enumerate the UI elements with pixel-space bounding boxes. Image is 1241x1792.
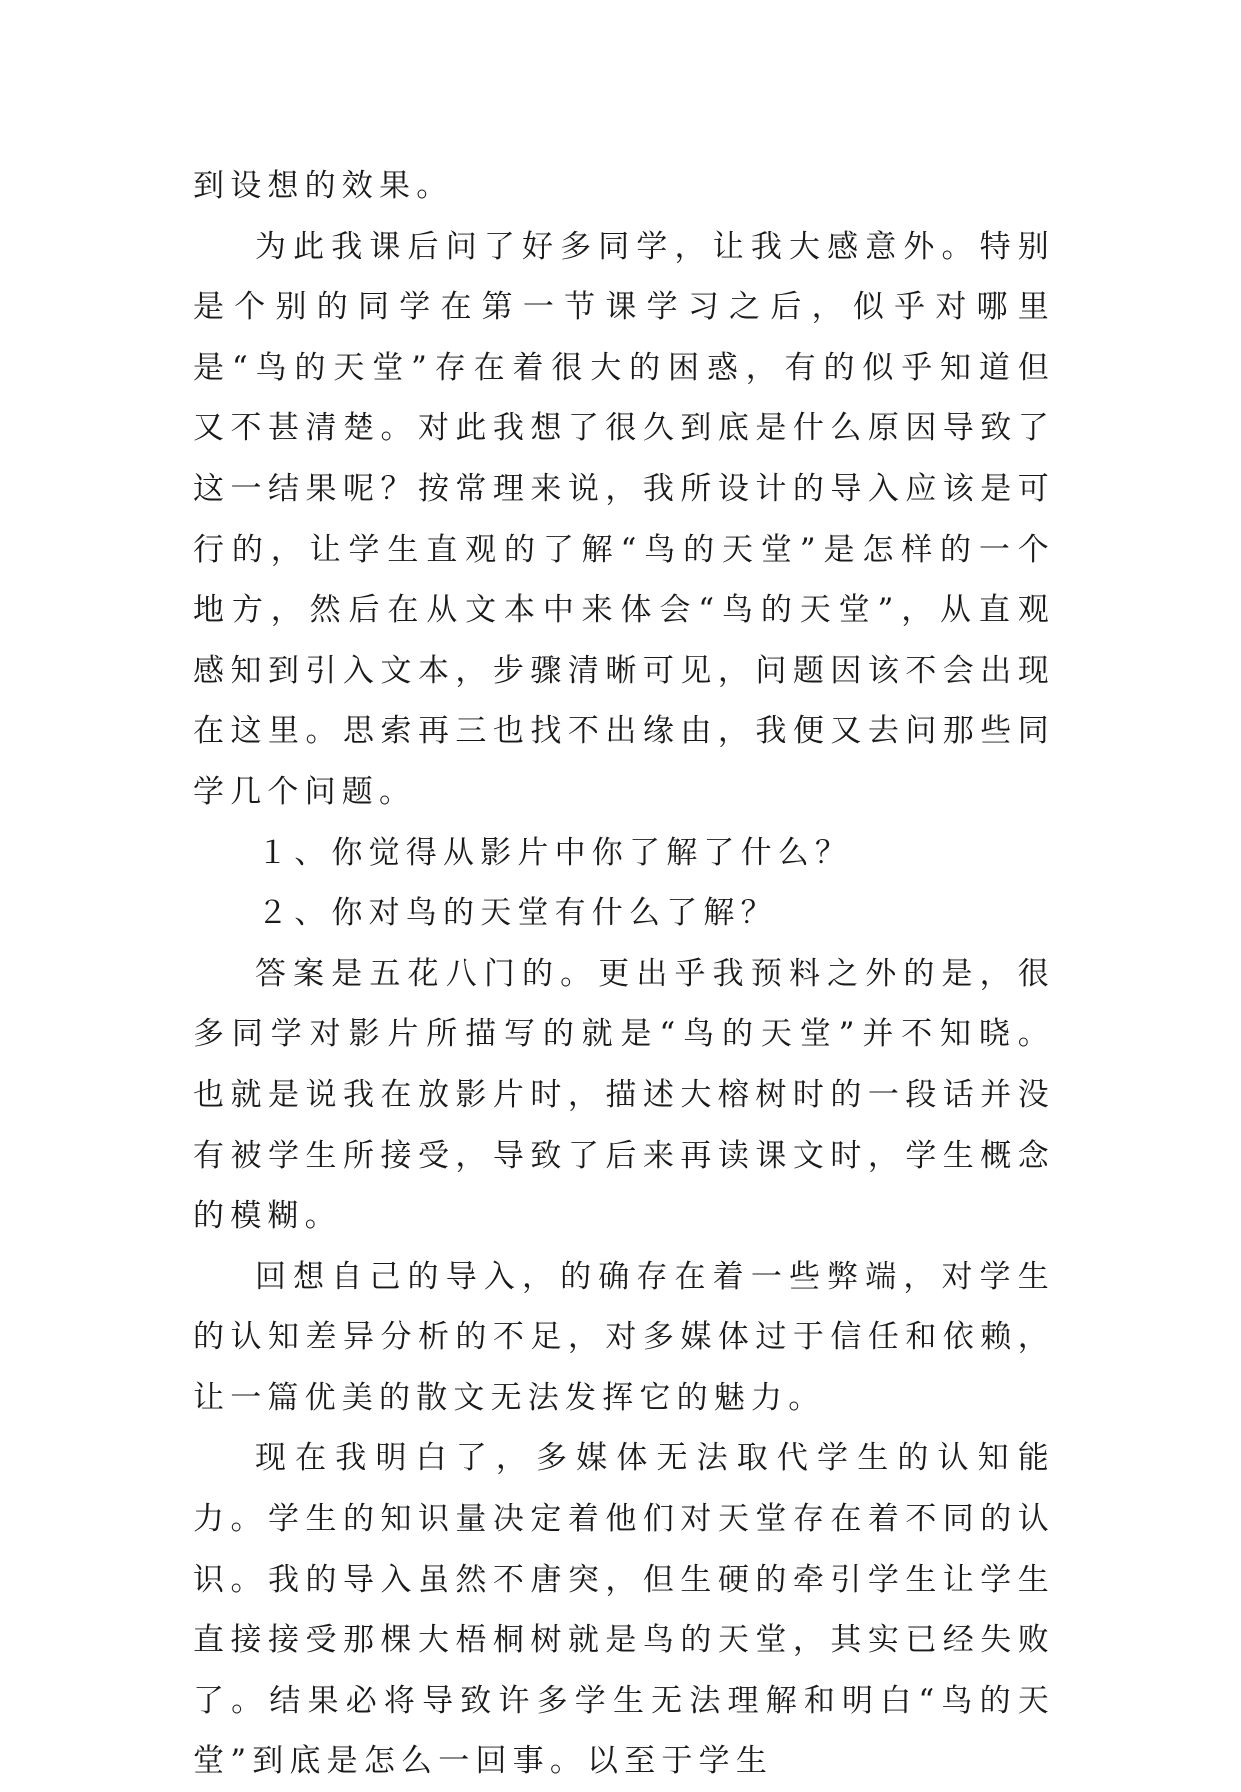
paragraph-3: 答案是五花八门的。更出乎我预料之外的是，很多同学对影片所描写的就是“鸟的天堂”并不知晓。也就是说我在放影片时，描述大榕树时的一段话并没有被学生所接受，导致了后来再读课文时，学生概念的模糊。 xyxy=(193,955,1055,1235)
body-text xyxy=(193,156,1055,1792)
paragraph-2: 为此我课后问了好多同学，让我大感意外。特别是个别的同学在第一节课学习之后，似乎对哪里是“鸟的天堂”存在着很大的困惑，有的似乎知道但又不甚清楚。对此我想了很久到底是什么原因导致了这一结果呢？按常理来说，我所设计的导入应该是可行的，让学生直观的了解“鸟的天堂”是怎样的一个地方，然后在从文本中来体会“鸟的天堂”，从直观感知到引入文本，步骤清晰可见，问题因该不会出现在这里。思索再三也找不出缘由，我便又去问那些同学几个问题。 xyxy=(193,228,1055,810)
paragraph-5: 现在我明白了，多媒体无法取代学生的认知能力。学生的知识量决定着他们对天堂存在着不同的认识。我的导入虽然不唐突，但生硬的牵引学生让学生直接接受那棵大梧桐树就是鸟的天堂，其实已经失败了。结果必将导致许多学生无法理解和明白“鸟的天堂”到底是怎么一回事。以至于学生 xyxy=(193,1440,1055,1780)
question-item-1: １、你觉得从影片中你了解了什么？ xyxy=(257,834,853,871)
paragraph-1: 到设想的效果。 xyxy=(193,168,454,204)
question-item-2: ２、你对鸟的天堂有什么了解？ xyxy=(257,895,778,932)
paragraph-4: 回想自己的导入，的确存在着一些弊端，对学生的认知差异分析的不足，对多媒体过于信任和依赖，让一篇优美的散文无法发挥它的魅力。 xyxy=(193,1258,1055,1416)
